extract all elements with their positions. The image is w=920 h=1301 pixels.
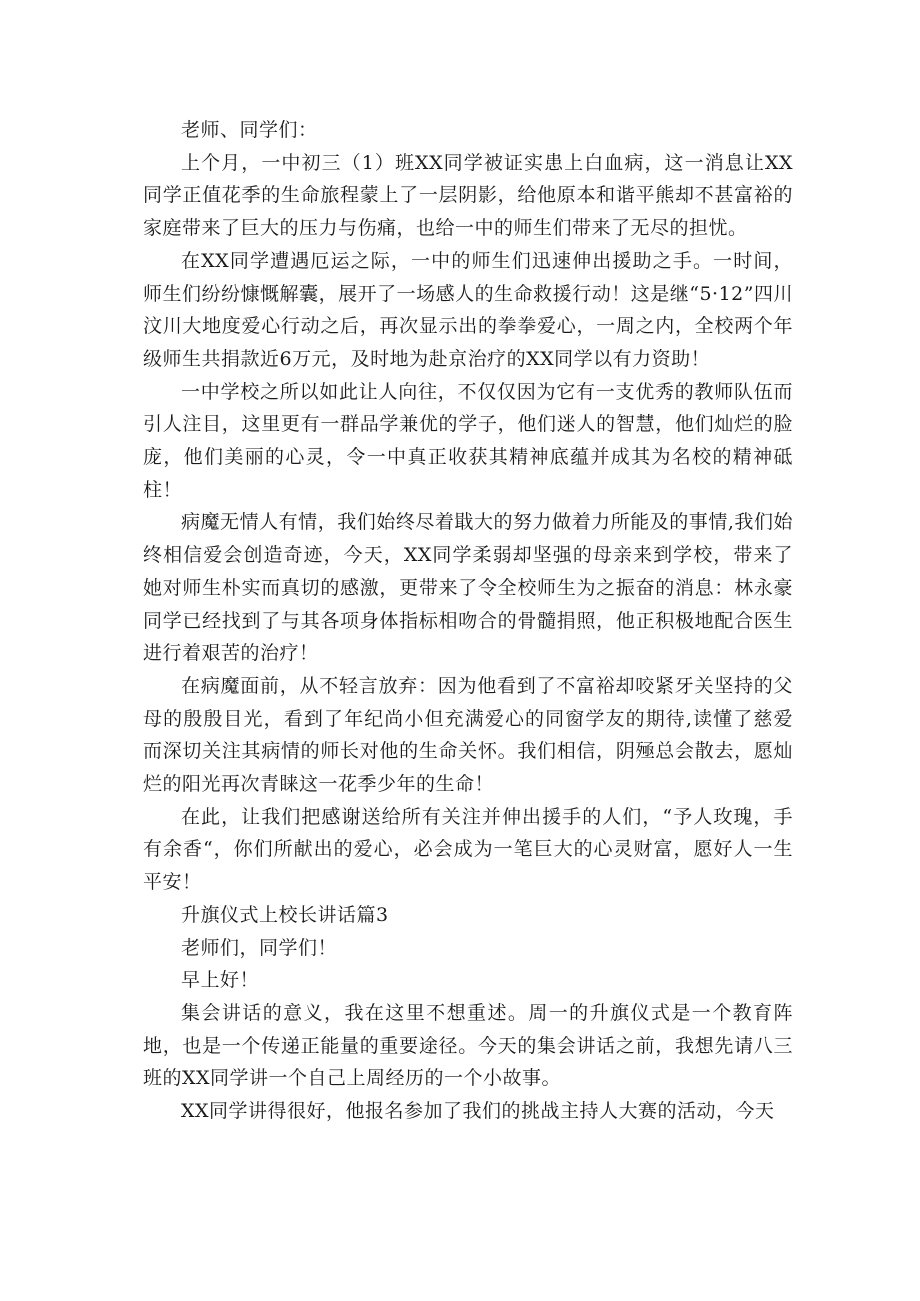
paragraph-diagnosis: 上个月，一中初三（1）班XX同学被证实患上白血病，这一消息让XX同学正值花季的生命旅程蒙上了一层阴影，给他原本和谐平熊却不甚富裕的家庭带来了巨大的压力与伤痛，也给一中的师生们带来了无尽的担忧。 xyxy=(143,151,793,240)
greeting: 老师、同学们： xyxy=(181,119,318,141)
paragraph-donation: 在XX同学遭遇厄运之际，一中的师生们迅速伸出援助之手。一时间，师生们纷纷慷慨解囊，展开了一场感人的生命救援行动！这是继“5·12”四川汶川大地度爱心行动之后，再次显示出的拳拳爱心，一周之内，全校两个年级师生共捐款近6万元，及时地为赴京治疗的XX同学以有力资助！ xyxy=(143,249,793,370)
greeting-2: 老师们，同学们！ xyxy=(181,936,338,959)
document-body xyxy=(143,114,793,1128)
paragraph-hope: 病魔无情人有情，我们始终尽着戢大的努力做着力所能及的事情,我们始终相信爱会创造奇迹，今天，XX同学柔弱却坚强的母亲来到学校，带来了她对师生朴实而真切的感激，更带来了令全校师生为之振奋的消息：林永豪同学已经找到了与其各项身体指标相吻合的骨髓捐照，他正积极地配合医生进行着艰苦的治疗！ xyxy=(143,511,793,665)
paragraph-school: 一中学校之所以如此让人向往，不仅仅因为它有一支优秀的教师队伍而引人注目，这里更有一群品学兼优的学子，他们迷人的智慧，他们灿烂的脸庞，他们美丽的心灵，令一中真正收获其精神底蕴并成其为名校的精神砥柱！ xyxy=(143,380,793,501)
paragraph-courage: 在病魔面前，从不轻言放弃：因为他看到了不富裕却咬紧牙关坚持的父母的殷殷目光，看到了年纪尚小但充满爱心的同窗学友的期待,读懂了慈爱而深切关注其病情的师长对他的生命关怀。我们相信，阴殛总会散去，愿灿烂的阳光再次青睐这一花季少年的生命！ xyxy=(143,674,793,796)
section-heading: 升旗仪式上校长讲话篇3 xyxy=(181,903,389,926)
paragraph-thanks: 在此，让我们把感谢送给所有关注并伸出援手的人们，“予人玫瑰，手有余香“，你们所献出的爱心，必会成为一笔巨大的心灵财富，愿好人一生平安！ xyxy=(143,805,793,894)
paragraph-assembly: 集会讲话的意义，我在这里不想重述。周一的升旗仪式是一个教育阵地，也是一个传递正能量的重要途径。今天的集会讲话之前，我想先请八三班的XX同学讲一个自己上周经历的一个小故事。 xyxy=(143,1001,793,1090)
good-morning: 早上好！ xyxy=(181,969,260,992)
paragraph-story: XX同学讲得很好，他报名参加了我们的挑战主持人大赛的活动，今天 xyxy=(181,1100,775,1123)
